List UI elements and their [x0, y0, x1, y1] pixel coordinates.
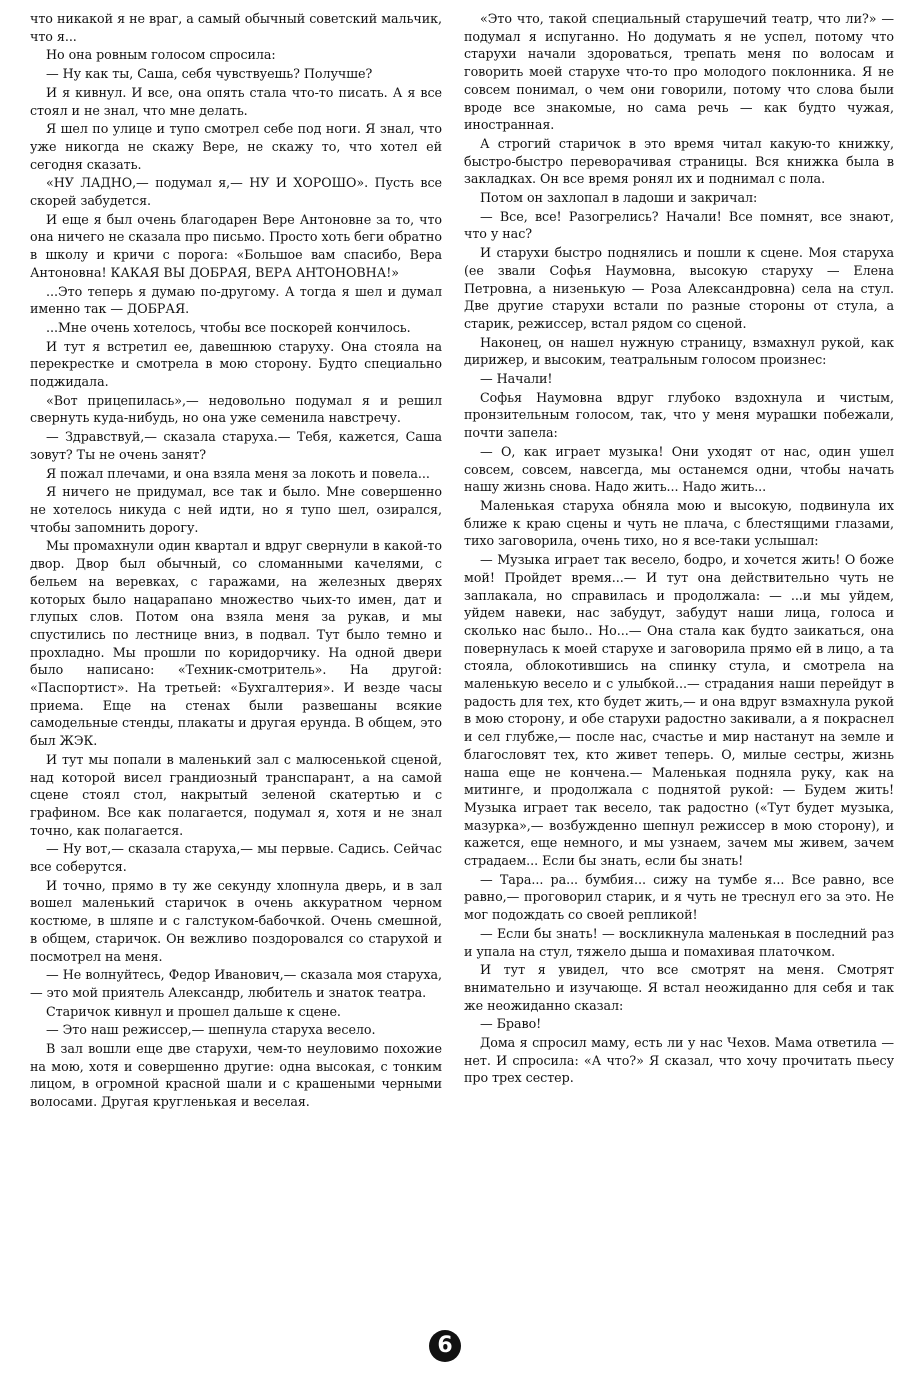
paragraph: — Здравствуй,— сказала старуха.— Тебя, кажется, Саша зовут? Ты не очень занят? — [30, 429, 442, 462]
paragraph: И еще я был очень благодарен Вере Антоновне за то, что она ничего не сказала про письмо. Просто хоть беги обратно в школу и кричи с порога: «Большое вам спасибо, Вера Антоновна! КАКАЯ ВЫ ДОБРАЯ, ВЕРА АНТОНОВНА!» — [30, 211, 442, 280]
paragraph: Старичок кивнул и прошел дальше к сцене. — [46, 1003, 341, 1019]
paragraph: И точно, прямо в ту же секунду хлопнула дверь, и в зал вошел маленький старичок в очень аккуратном черном костюме, в шляпе и с галстуком-бабочкой. Очень смешной, в общем, старичок. Он вежливо поздоровался со старухой и посмотрел на меня. — [30, 877, 442, 964]
paragraph: — Если бы знать! — воскликнула маленькая в последний раз и упала на стул, тяжело дыша и помахивая платочком. — [464, 925, 894, 959]
paragraph: — Музыка играет так весело, бодро, и хочется жить! О боже мой! Пройдет время...— И тут она действительно чуть не заплакала, но справилась и продолжала: — ...и мы уйдем, уйдем навеки, нас забудут, забудут наши лица, голоса и сколько нас было.. Но...— Она стала как будто заикаться, она повернулась к моей старухе и заговорила прямо ей в лицо, а та стояла, облокотившись на спинку стула, и смотрела на маленькую весело и с улыбкой...— страдания наши перейдут в радость для тех, кто будет жить,— и она вдруг взмахнула рукой в мою сторону, и обе старухи радостно закивали, а я покраснел и сел глубже,— после нас, счастье и мир настанут на земле и благословят тех, кто живет теперь. О, милые сестры, жизнь наша еще не кончена.— Маленькая подняла руку, как на митинге, и продолжала с поднятой рукой: — Будем жить! Музыка играет так весело, так радостно («Тут будет музыка, мазурка»,— возбужденно шепнул режиссер в мою сторону), и кажется, еще немного, и мы узнаем, зачем мы живем, зачем страдаем... Если бы знать, если бы знать! — [464, 552, 894, 869]
paragraph: — Начали! — [480, 371, 553, 387]
paragraph: — Ну как ты, Саша, себя чувствуешь? Получше? — [46, 66, 373, 82]
paragraph: «НУ ЛАДНО,— подумал я,— НУ И ХОРОШО». Пусть все скорей забудется. — [30, 175, 442, 209]
paragraph: — О, как играет музыка! Они уходят от нас, один ушел совсем, совсем, навсегда, мы останемся одни, чтобы начать нашу жизнь снова. Надо жить... Надо жить... — [464, 443, 894, 495]
right-text-column — [464, 10, 894, 1088]
paragraph: В зал вошли еще две старухи, чем-то неуловимо похожие на мою, хотя и совершенно другие: одна высокая, с тонким лицом, в огромной красной шали и с крашеными черными волосами. Другая кругленькая и веселая. — [30, 1041, 442, 1110]
left-text-column — [30, 10, 442, 1112]
paragraph: Я шел по улице и тупо смотрел себе под ноги. Я знал, что уже никогда не скажу Вере, не скажу то, что хотел ей сегодня сказать. — [30, 121, 442, 172]
paragraph: Но она ровным голосом спросила: — [46, 47, 276, 63]
paragraph: Софья Наумовна вдруг глубоко вздохнула и чистым, пронзительным голосом, так, что у меня мурашки побежали, почти запела: — [464, 389, 894, 441]
paragraph: — Не волнуйтесь, Федор Иванович,— сказала моя старуха,— это мой приятель Александр, любитель и знаток театра. — [30, 967, 442, 1000]
paragraph: И тут мы попали в маленький зал с малюсенькой сценой, над которой висел грандиозный транспарант, а на самой сцене стоял стол, накрытый зеленой скатертью и с графином. Все как полагается, подумал я, хотя и не знал точно, как полагается. — [30, 751, 442, 838]
paragraph: что никакой я не враг, а самый обычный советский мальчик, что я... — [30, 11, 442, 44]
paragraph: А строгий старичок в это время читал какую-то книжку, быстро-быстро переворачивая страницы. Вся книжка была в закладках. Он все время ронял их и поднимал с пола. — [464, 135, 894, 187]
paragraph: — Все, все! Разогрелись? Начали! Все помнят, все знают, что у нас? — [464, 208, 894, 242]
paragraph: ...Мне очень хотелось, чтобы все поскорей кончилось. — [46, 319, 411, 335]
paragraph: И старухи быстро поднялись и пошли к сцене. Моя старуха (ее звали Софья Наумовна, высокую старуху — Елена Петровна, а низенькую — Роза Александровна) села на стул. Две другие старухи встали по разные стороны от стула, а старик, режиссер, встал рядом со сценой. — [464, 245, 894, 331]
paragraph: Потом он захлопал в ладоши и закричал: — [480, 190, 758, 206]
paragraph: — Тара... ра... бумбия... сижу на тумбе я... Все равно, все равно,— проговорил старик, и я чуть не треснул его за это. Не мог подождать со своей репликой! — [464, 871, 894, 923]
paragraph: Дома я спросил маму, есть ли у нас Чехов. Мама ответила — нет. И спросила: «А что?» Я сказал, что хочу прочитать пьесу про трех сестер. — [464, 1035, 894, 1086]
paragraph: — Ну вот,— сказала старуха,— мы первые. Садись. Сейчас все соберутся. — [30, 841, 442, 875]
paragraph: — Это наш режиссер,— шепнула старуха весело. — [46, 1022, 376, 1038]
paragraph: Мы промахнули один квартал и вдруг свернули в какой-то двор. Двор был обычный, со сломанными качелями, с бельем на веревках, с гаражами, на железных дверях которых было нацарапано множество чьих-то имен, дат и глупых слов. Потом она взяла меня за рукав, и мы спустились по лестнице вниз, в подвал. Тут было темно и прохладно. Мы прошли по коридорчику. На одной двери было написано: «Техник-смотритель». На другой: «Паспортист». На третьей: «Бухгалтерия». И везде часы приема. Еще на стенах были развешаны всякие самодельные стенды, плакаты и другая ерунда. В общем, это был ЖЭК. — [30, 538, 442, 749]
paragraph: Наконец, он нашел нужную страницу, взмахнул рукой, как дирижер, и высоким, театральным голосом произнес: — [464, 334, 894, 368]
paragraph: ...Это теперь я думаю по-другому. А тогда я шел и думал именно так — ДОБРАЯ. — [30, 283, 442, 317]
paragraph: — Браво! — [480, 1016, 542, 1032]
paragraph: Я пожал плечами, и она взяла меня за локоть и повела... — [46, 465, 430, 481]
paragraph: «Вот прицепилась»,— недовольно подумал я и решил свернуть куда-нибудь, но она уже семенила навстречу. — [30, 392, 442, 426]
paragraph: Маленькая старуха обняла мою и высокую, подвинула их ближе к краю сцены и чуть не плача, с блестящими глазами, тихо заговорила, очень тихо, но я все-таки услышал: — [464, 497, 894, 549]
paragraph: Я ничего не придумал, все так и было. Мне совершенно не хотелось никуда с ней идти, но я тупо шел, озирался, чтобы запомнить дорогу. — [30, 484, 442, 535]
paragraph: И тут я встретил ее, давешнюю старуху. Она стояла на перекрестке и смотрела в мою сторону. Будто специально поджидала. — [30, 338, 442, 390]
paragraph: И тут я увидел, что все смотрят на меня. Смотрят внимательно и изучающе. Я встал неожиданно для себя и так же неожиданно сказал: — [464, 962, 894, 1013]
paragraph: И я кивнул. И все, она опять стала что-то писать. А я все стоял и не знал, что мне делать. — [30, 84, 442, 118]
page-number: 6 — [429, 1330, 461, 1362]
paragraph: «Это что, такой специальный старушечий театр, что ли?» — подумал я испуганно. Но додумать я не успел, потому что старухи начали здороваться, трепать меня по волосам и говорить моей старухе что-то про молодого поклонника. Я не совсем понимал, о чем они говорили, потому что слова были вроде все знакомые, но сама речь — как будто чужая, иностранная. — [464, 11, 894, 133]
